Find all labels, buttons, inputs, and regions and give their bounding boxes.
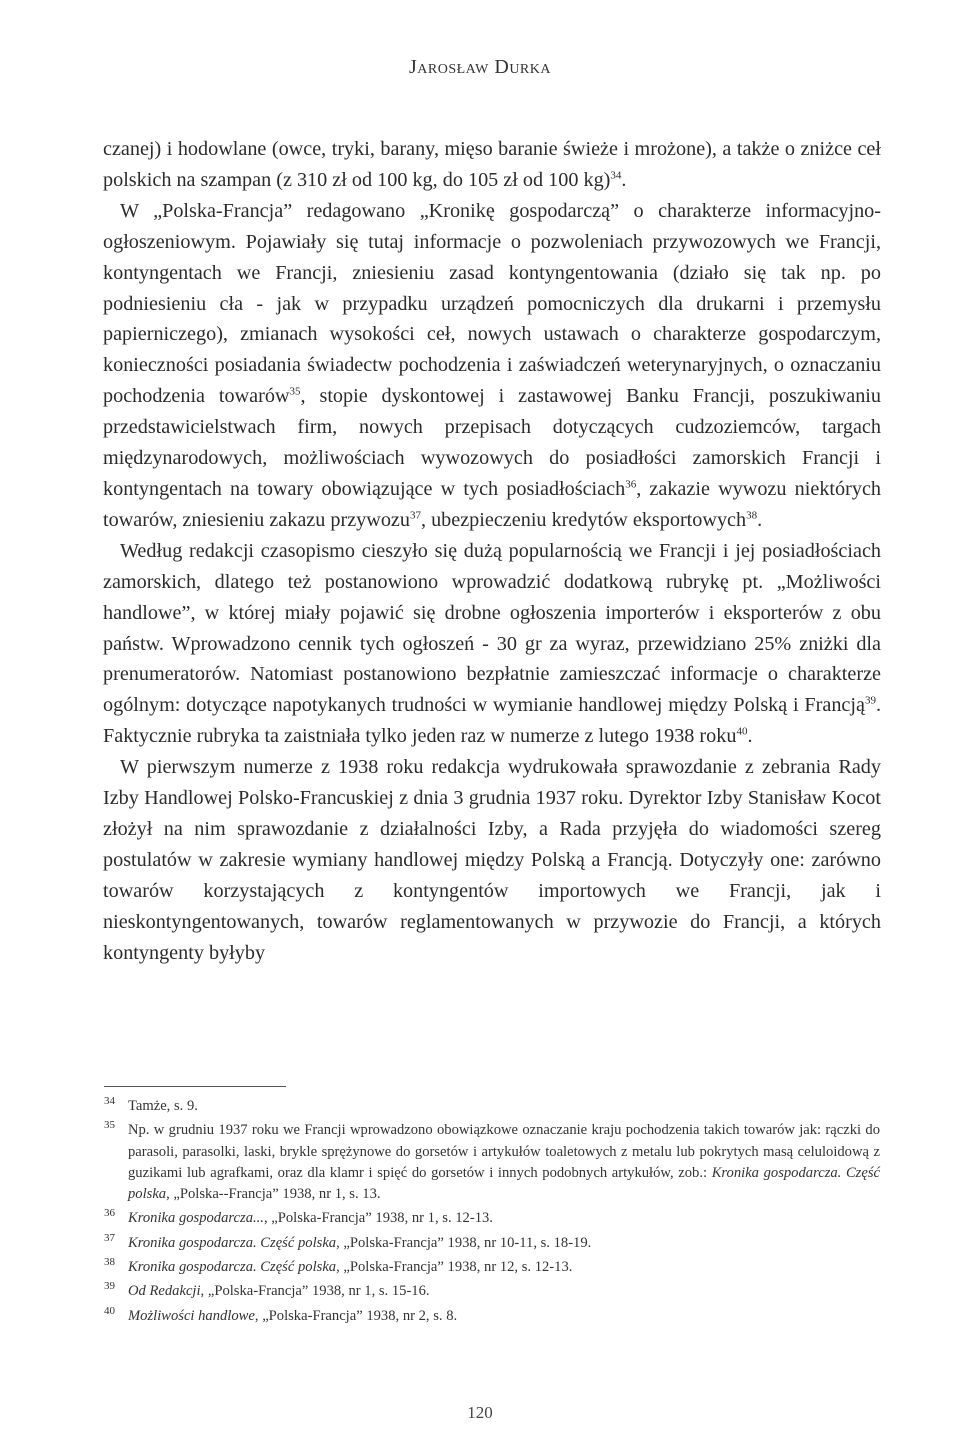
footnote-text: , „Polska-Francja” 1938, nr 1, s. 15-16. [200,1283,430,1300]
text-run: czanej) i hodowlane (owce, tryki, barany, mięso baranie świeże i mrożone), a także o zniżce ceł polskich na szampan (z 310 zł od 100 kg, do 105 zł od 100 kg) [103,138,881,191]
footnote-text: , „Polska-Francja” 1938, nr 2, s. 8. [254,1307,458,1324]
text-run: , stopie dyskontowej i zastawowej Banku Francji, poszukiwaniu przedstawicielstwach firm, nowych przepisach dotyczących cudzoziemców, targach międzynarodowych, możliwościach wywozowych do posiadłości zamorskich Francji i kontyngentach na towary obowiązujące w tych posiadłościach [103,385,881,500]
footnote-ref-40[interactable]: 40 [736,725,748,738]
paragraph-4: W pierwszym numerze z 1938 roku redakcja wydrukowała sprawozdanie z zebrania Rady Izby Handlowej Polsko-Francuskiej z dnia 3 grudnia 1937 roku. Dyrektor Izby Stanisław Kocot złożył na nim sprawozdanie z działalności Izby, a Rada przyjęła do wiadomości szereg postulatów w zakresie wymiany handlowej między Polską a Francją. Dotyczyły one: zarówno towarów korzystających z kontyngentów importowych we Francji, jak i nieskontyngentowanych, towarów reglamentowanych w przywozie do Francji, a których kontyngenty byłyby [103,756,881,964]
running-head: Jarosław Durka [409,56,551,78]
footnote-number: 40 [104,1304,115,1317]
footnotes [104,1096,880,1330]
footnote-text: Np. w grudniu 1937 roku we Francji wprowadzono obowiązkowe oznaczanie kraju pochodzenia takich towarów jak: rączki do parasoli, parasolki, laski, brykle sprężynowe do gorsetów i artykułów toaletowych z metalu lub pokrytych masą celuloidową z guzikami lub agrafkami, oraz dla klamr i spięć do gorsetów i innych podobnych artykułów, zob.: [128,1122,880,1181]
text-run: . [747,725,753,748]
paragraph-3 [103,536,881,752]
text-run: Według redakcji czasopismo cieszyło się dużą popularnością we Francji i jej posiadłościach zamorskich, dlatego też postanowiono wprowadzić dodatkową rubrykę pt. „Możliwości handlowe”, w której miały pojawić się drobne ogłoszenia importerów i eksporterów z obu państw. Wprowadzono cennik tych ogłoszeń - 30 gr za wyraz, przewidziano 25% zniżki dla prenumeratorów. Natomiast postanowiono bezpłatnie zamieszczać informacje o charakterze ogólnym: dotyczące napotykanych trudności w wymianie handlowej między Polską i Francją [103,539,881,717]
text-run: , ubezpieczeniu kredytów eksportowych [420,508,747,531]
footnote-number: 36 [104,1207,115,1220]
footnote-source-title: Kronika gospodarcza. Część polska [128,1164,881,1203]
footnote-source-title: Od Redakcji [128,1283,201,1300]
footnote-number: 35 [104,1119,115,1132]
footnote-text: , „Polska-Francja” 1938, nr 10-11, s. 18-19. [336,1234,592,1251]
paragraph-2 [103,196,881,536]
footnote-36 [104,1208,880,1229]
footnote-38 [104,1257,880,1278]
text-run: . Faktycznie rubryka ta zaistniała tylko jeden raz w numerze z lutego 1938 roku [103,694,881,748]
footnote-number: 37 [104,1231,115,1244]
footnote-39 [104,1281,880,1302]
footnote-ref-34[interactable]: 34 [610,169,622,182]
text-run: W „Polska-Francja” redagowano „Kronikę gospodarczą” o charakterze informacyjno-ogłoszeniowym. Pojawiały się tutaj informacje o pozwoleniach przywozowych we Francji, kontyngentach we Francji, zniesieniu zasad kontyngentowania (działo się tak np. po podniesieniu cła - jak w przypadku urządzeń pomocniczych dla drukarni i przemysłu papierniczego), zmianach wysokości ceł, nowych ustawach o charakterze gospodarczym, konieczności posiadania świadectw pochodzenia i zaświadczeń weterynaryjnych, o oznaczaniu pochodzenia towarów [103,199,881,408]
footnote-source-title: Kronika gospodarcza. Część polska [128,1234,337,1251]
footnote-ref-37[interactable]: 37 [409,509,421,522]
text-run: , zakazie wywozu niektórych towarów, zniesieniu zakazu przywozu [103,477,881,531]
body-text [103,134,881,968]
footnote-text: Tamże, s. 9. [128,1098,198,1114]
text-run: . [621,168,627,191]
footnote-source-title: Kronika gospodarcza. Część polska [128,1259,337,1276]
footnote-ref-35[interactable]: 35 [289,385,301,398]
footnote-source-title: Możliwości handlowe [128,1307,255,1324]
footnote-text: , „Polska--Francja” 1938, nr 1, s. 13. [166,1186,381,1203]
footnote-number: 34 [104,1095,115,1107]
footnote-35 [104,1120,880,1205]
footnote-number: 38 [104,1256,115,1269]
footnote-number: 39 [104,1280,115,1293]
footnote-34 [104,1096,880,1117]
footnote-divider [104,1086,286,1087]
footnote-40 [104,1306,880,1327]
text-run: . [757,508,763,531]
footnote-ref-36[interactable]: 36 [625,478,637,491]
paragraph-1 [103,134,881,196]
footnote-ref-39[interactable]: 39 [864,694,876,707]
footnote-ref-38[interactable]: 38 [746,509,758,522]
footnote-37 [104,1233,880,1254]
footnote-source-title: Kronika gospodarcza... [128,1210,264,1227]
footnote-text: , „Polska-Francja” 1938, nr 12, s. 12-13. [336,1259,573,1276]
footnote-text: , „Polska-Francja” 1938, nr 1, s. 12-13. [263,1210,493,1227]
page-number: 120 [467,1403,493,1422]
